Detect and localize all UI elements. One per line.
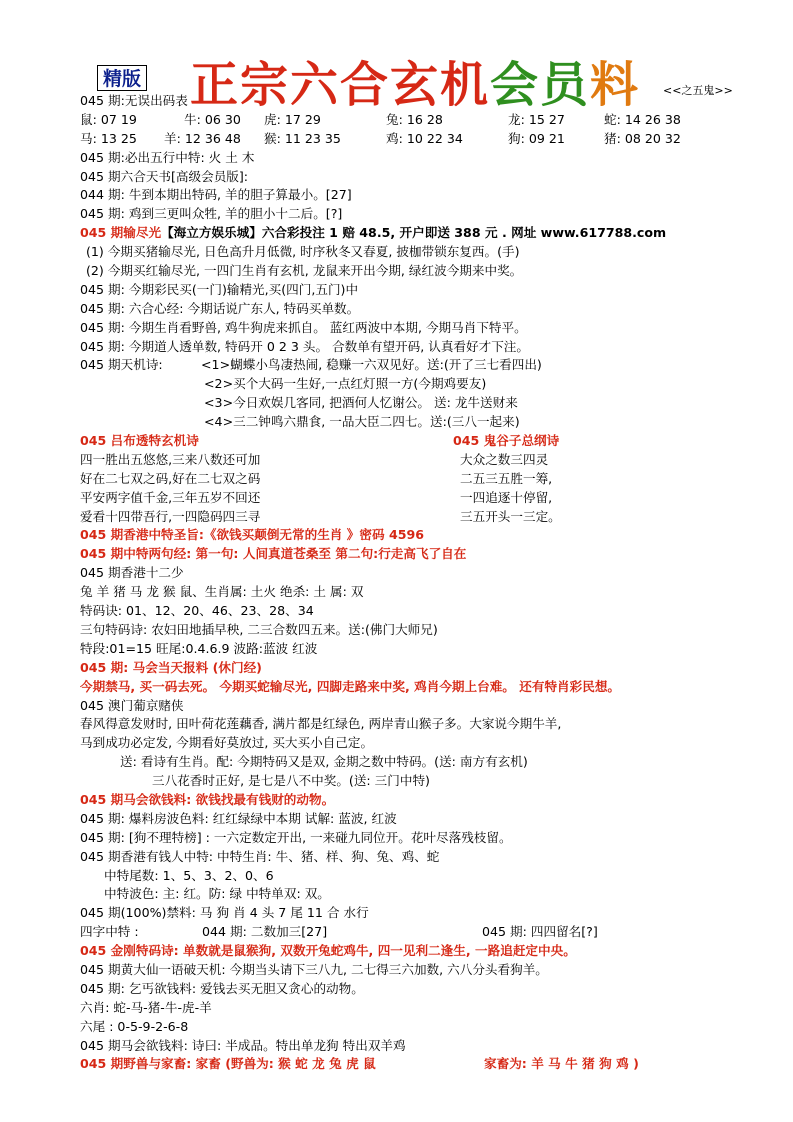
- code-cell: 猪: 08 20 32: [604, 130, 681, 146]
- guiguzi-poem-line: 二五三五胜一筹,: [460, 470, 553, 486]
- line-vajra-poem: 045 金刚特码诗: 单数就是鼠猴狗, 双数开兔蛇鸡牛, 四一见利二逢生, 一路追赶定中央。: [80, 943, 576, 959]
- line-five-elements: 045 期:必出五行中特: 火 土 木: [80, 149, 255, 165]
- line-spring-poem-4: 三八花香时正好, 是七是八不中奖。(送: 三门中特): [152, 773, 430, 789]
- line-poem-row-4: [80, 508, 780, 527]
- line-four-chars: [80, 923, 780, 942]
- code-cell: 马: 13 25: [80, 130, 137, 146]
- line-banned-horse: 今期禁马, 买一码去死。 今期买蛇输尽光, 四脚走路来中奖, 鸡肖今期上台难。 还有特肖彩民想。: [80, 678, 621, 694]
- line-jockey-club: 045 期: 马会当天报料 (休门经): [80, 659, 262, 675]
- line-lose-all-1: (1) 今期买猪输尽光, 日色高升月低微, 时序秋冬又春夏, 披枷带锁东复西。(手): [86, 244, 520, 260]
- code-cell: 兔: 16 28: [386, 111, 443, 127]
- line-rich-man: 045 期香港有钱人中特: 中特生肖: 牛、猪、样、狗、兔、鸡、蛇: [80, 848, 440, 864]
- line-heart-sutra: 045 期: 六合心经: 今期话说广东人, 特码买单数。: [80, 300, 360, 316]
- line-doors: 045 期: 今期彩民买(一门)输精光,买(四门,五门)中: [80, 281, 359, 297]
- four-chars-045: 045 期: 四四留名[?]: [482, 924, 598, 940]
- four-chars-044: 044 期: 二数加三[27]: [202, 924, 328, 940]
- line-beggar: 045 期: 乞丐欲钱料: 爱钱去买无胆又贪心的动物。: [80, 980, 364, 996]
- line-poem-headers: [80, 432, 780, 451]
- line-poem-half: 045 期马会欲钱料: 诗曰: 半成品。特出单龙狗 特出双羊鸡: [80, 1037, 406, 1053]
- guiguzi-poem-line: 大众之数三四灵: [460, 451, 549, 467]
- line-poem-row-1: [80, 451, 780, 470]
- line-special-section: 特段:01=15 旺尾:0.4.6.9 波路:蓝波 红波: [80, 640, 318, 656]
- line-spring-poem-3: 送: 看诗有生肖。配: 今期特码又是双, 金期之数中特码。(送: 南方有玄机): [120, 754, 528, 770]
- line-code-table-title: 045 期:无误出码表: [80, 93, 188, 108]
- line-lose-all-2: (2) 今期买红输尽光, 一四门生肖有玄机, 龙鼠来开出今期, 绿红波今期来中奖。: [86, 263, 523, 279]
- line-macau-gambler: 045 澳门葡京赌侠: [80, 697, 184, 713]
- line-poem-row-3: [80, 489, 780, 508]
- guiguzi-poem-line: 三五开头一三定。: [460, 508, 561, 524]
- lubu-poem-title: 045 吕布透特玄机诗: [80, 433, 199, 449]
- line-sky-poem-3: <3>今日欢娱几客同, 把酒何人忆谢公。 送: 龙牛送财来: [204, 395, 518, 411]
- lubu-poem-line: 爱看十四带吾行,一四隐码四三寻: [80, 508, 261, 524]
- line-wave-color: 045 期: 爆料房波色料: 红红绿绿中本期 试解: 蓝波, 红波: [80, 810, 397, 826]
- line-wong-tai-sin: 045 期黄大仙一语破天机: 今期当头请下三八九, 二七得三六加数, 六八分头看狗羊。: [80, 961, 548, 977]
- lubu-poem-line: 四一胜出五悠悠,三来八数还可加: [80, 451, 261, 467]
- code-cell: 鼠: 07 19: [80, 111, 137, 127]
- edition-badge: 精版: [97, 65, 147, 91]
- content: [80, 92, 780, 1074]
- sky-poem-text: <1>蝴蝶小鸟凄热闹, 稳赚一六双见好。送:(开了三七看四出): [201, 357, 542, 373]
- line-code-formula: 特码诀: 01、12、20、46、23、28、34: [80, 603, 314, 619]
- code-cell: 猴: 11 23 35: [264, 130, 341, 146]
- line-zodiac-beasts: 045 期: 今期生肖看野兽, 鸡牛狗虎来抓自。 蓝红两波中本期, 今期马肖下特平。: [80, 319, 527, 335]
- code-cell: 鸡: 10 22 34: [386, 130, 463, 146]
- line-code-table-row-2: [80, 130, 780, 149]
- line-beasts-livestock: [80, 1055, 780, 1074]
- four-chars-label: 四字中特 :: [80, 924, 139, 940]
- line-three-verse: 三句特码诗: 农妇田地插早秧, 二三合数四五来。送:(佛门大师兄): [80, 621, 438, 637]
- code-cell: 羊: 12 36 48: [164, 130, 241, 146]
- line-sky-poem-2: <2>买个大码一生好,一点红灯照一方(今期鸡要友): [204, 376, 487, 392]
- casino-ad: 【海立方娱乐城】六合彩投注 1 赔 48.5, 开户即送 388 元 . 网址 www.617788.com: [161, 225, 667, 241]
- lubu-poem-line: 平安两字值千金,三年五岁不回还: [80, 489, 261, 505]
- line-zodiac-list: 兔 羊 猪 马 龙 猴 鼠、生肖属: 土火 绝杀: 土 属: 双: [80, 584, 364, 600]
- code-cell: 虎: 17 29: [264, 111, 321, 127]
- line-wealth-animal: 045 期马会欲钱料: 欲钱找最有钱财的动物。: [80, 791, 335, 807]
- line-044-verse: 044 期: 牛到本期出特码, 羊的胆子算最小。[27]: [80, 187, 352, 203]
- line-code-table-row-1: [80, 111, 780, 130]
- line-poem-row-2: [80, 470, 780, 489]
- title-part-3: 料: [590, 57, 641, 113]
- line-sky-poem-1: [80, 356, 780, 375]
- guiguzi-poem-line: 一四追逐十停留,: [460, 489, 553, 505]
- code-cell: 蛇: 14 26 38: [604, 111, 681, 127]
- line-six-tails: 六尾 : 0-5-9-2-6-8: [80, 1018, 189, 1034]
- guiguzi-poem-title: 045 鬼谷子总纲诗: [453, 433, 560, 449]
- code-cell: 牛: 06 30: [184, 111, 241, 127]
- title-part-2: 会员: [490, 57, 591, 113]
- line-lose-all-ad: [80, 224, 780, 243]
- lose-all-label: 045 期输尽光: [80, 225, 162, 241]
- line-two-sentences: 045 期中特两句经: 第一句: 人间真道苍桑至 第二句:行走高飞了自在: [80, 546, 467, 562]
- code-cell: 狗: 09 21: [508, 130, 565, 146]
- line-045-verse: 045 期: 鸡到三更叫众牲, 羊的胆小十二后。[?]: [80, 206, 343, 222]
- line-spring-poem-2: 马到成功必定发, 今期看好莫放过, 买大买小自己定。: [80, 735, 374, 751]
- lubu-poem-line: 好在二七双之码,好在二七双之码: [80, 470, 261, 486]
- sky-poem-label: 045 期天机诗:: [80, 357, 163, 373]
- line-wave-pick: 中特波色: 主: 红。防: 绿 中特单双: 双。: [104, 886, 330, 902]
- line-heavenly-book: 045 期六合天书[高级会员版]:: [80, 168, 249, 184]
- line-dog-board: 045 期: [狗不理特榜] : 一六定数定开出, 一来碰九同位开。花叶尽落残枝留。: [80, 829, 512, 845]
- line-sky-poem-4: <4>三二钟鸣六鼎食, 一品大臣二四七。送:(三八一起来): [204, 414, 520, 430]
- line-taoist: 045 期: 今期道人透单数, 特码开 0 2 3 头。 合数单有望开码, 认真看好才下注。: [80, 338, 529, 354]
- beasts-text: 045 期野兽与家畜: 家畜 (野兽为: 猴 蛇 龙 兔 虎 鼠: [80, 1056, 376, 1072]
- line-spring-poem-1: 春风得意发财时, 田叶荷花莲藕香, 满片都是红绿色, 两岸青山猴子多。大家说今期牛羊,: [80, 716, 562, 732]
- line-tail-numbers: 中特尾数: 1、5、3、2、0、6: [104, 867, 274, 883]
- livestock-text: 家畜为: 羊 马 牛 猪 狗 鸡 ): [484, 1056, 639, 1072]
- line-hk-twelve: 045 期香港十二少: [80, 565, 184, 581]
- code-cell: 龙: 15 27: [508, 111, 565, 127]
- signature: <<之五鬼>>: [663, 84, 733, 97]
- line-hk-decree: 045 期香港中特圣旨:《欲钱买颠倒无常的生肖 》密码 4596: [80, 527, 424, 543]
- title-part-1: 正宗六合玄机: [190, 57, 491, 113]
- line-banned-100: 045 期(100%)禁料: 马 狗 肖 4 头 7 尾 11 合 水行: [80, 905, 369, 921]
- line-six-zodiac: 六肖: 蛇-马-猪-牛-虎-羊: [80, 999, 212, 1015]
